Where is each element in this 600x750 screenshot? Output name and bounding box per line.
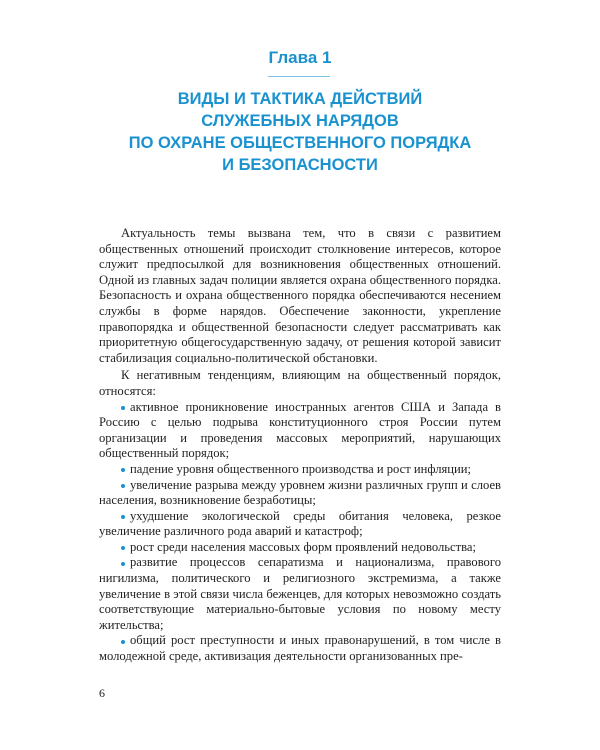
- list-item-text: развитие процессов сепаратизма и национализма, правового нигилизма, политического и религиозного экстремизма, а также увеличение в этой связи числа беженцев, для которых невозможно создать соответствующие материально-бытовые условия по новому месту жительства;: [99, 555, 501, 632]
- bullet-icon: [121, 484, 125, 488]
- list-item-text: рост среди населения массовых форм проявлений недовольства;: [130, 539, 476, 554]
- chapter-title: [60, 88, 540, 176]
- list-item: [99, 555, 501, 633]
- bullet-icon: [121, 468, 125, 472]
- page-number: 6: [99, 686, 105, 700]
- list-item: [99, 478, 501, 509]
- list-item: [99, 540, 501, 556]
- bullet-icon: [121, 546, 125, 550]
- list-item: [99, 633, 501, 664]
- list-item-text: падение уровня общественного производства и рост инфляции;: [130, 461, 472, 476]
- bullet-icon: [121, 515, 125, 519]
- chapter-divider: [268, 76, 330, 77]
- chapter-title-line: СЛУЖЕБНЫХ НАРЯДОВ: [201, 112, 399, 130]
- list-item: [99, 462, 501, 478]
- chapter-title-line: И БЕЗОПАСНОСТИ: [222, 156, 378, 174]
- list-item: [99, 400, 501, 462]
- list-intro: К негативным тенденциям, влияющим на общественный порядок, относятся:: [99, 368, 501, 398]
- bullet-icon: [121, 562, 125, 566]
- bullet-icon: [121, 406, 125, 410]
- list-item-text: ухудшение экологической среды обитания человека, резкое увеличение различного рода аварий и катастроф;: [99, 508, 501, 539]
- list-item-text: активное проникновение иностранных агентов США и Запада в Россию с целью подрыва конституционного строя России путем организации и проведения массовых мероприятий, нарушающих общественный порядок;: [99, 399, 501, 461]
- chapter-title-line: ПО ОХРАНЕ ОБЩЕСТВЕННОГО ПОРЯДКА: [128, 134, 472, 152]
- chapter-title-line: ВИДЫ И ТАКТИКА ДЕЙСТВИЙ: [177, 90, 423, 108]
- list-item-text: общий рост преступности и иных правонарушений, в том числе в молодежной среде, активизация деятельности организованных пре-: [99, 633, 501, 664]
- paragraph: Актуальность темы вызвана тем, что в связи с развитием общественных отношений происходит столкновение интересов, которое служит предпосылкой для возникновения общественных отношений. Одной из главных задач полиции является охрана общественного порядка. Безопасность и охрана общественного порядка обеспечиваются несением службы в форме нарядов. Обеспечение законности, укрепление правопорядка и общественной безопасности следует рассматривать как приоритетную общегосударственную задачу, от решения которой зависит стабилизация социально-политической обстановки.: [99, 226, 501, 365]
- chapter-number: Глава 1: [268, 48, 332, 67]
- body-text: [99, 226, 501, 665]
- list-item-text: увеличение разрыва между уровнем жизни различных групп и слоев населения, возникновение безработицы;: [99, 477, 501, 508]
- list-item: [99, 509, 501, 540]
- bullet-icon: [121, 640, 125, 644]
